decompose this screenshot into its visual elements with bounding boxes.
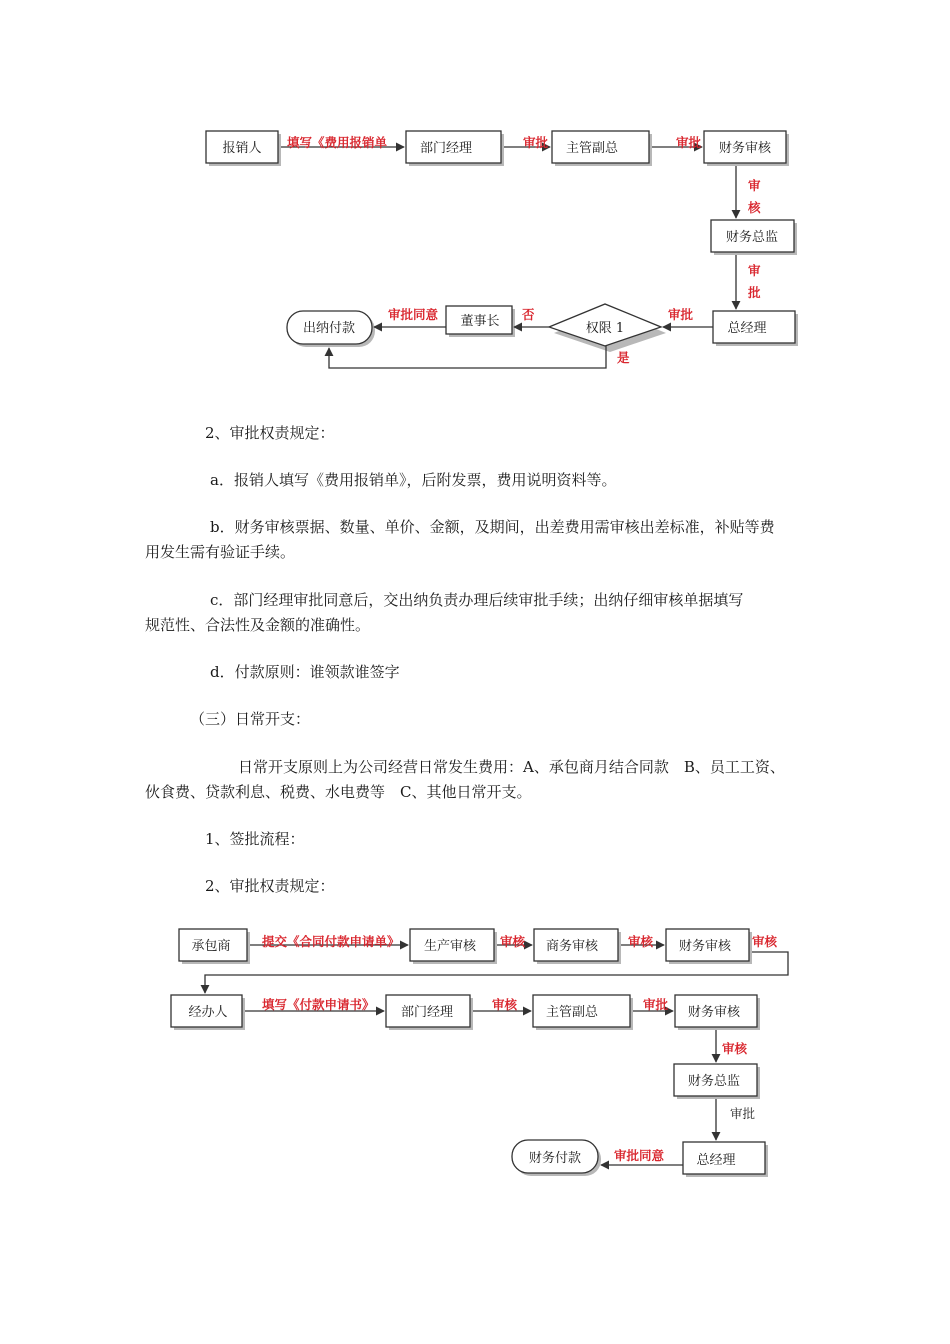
node-business-review — [534, 929, 621, 964]
node-deputy-gm-2 — [533, 995, 633, 1030]
node-finance-director-2 — [674, 1064, 760, 1099]
svg-text:部门经理: 部门经理 — [419, 141, 473, 156]
svg-text:审批同意: 审批同意 — [614, 1148, 665, 1163]
svg-text:生产审核: 生产审核 — [423, 939, 477, 954]
node-authority-diamond — [549, 304, 666, 352]
svg-text:总经理: 总经理 — [696, 1153, 736, 1168]
svg-text:审核: 审核 — [628, 934, 654, 949]
svg-text:审: 审 — [748, 263, 761, 278]
svg-text:审批: 审批 — [523, 135, 549, 150]
svg-text:财务审核: 财务审核 — [678, 939, 732, 954]
svg-text:报销人: 报销人 — [222, 141, 262, 156]
svg-text:填写《费用报销单: 填写《费用报销单 — [287, 135, 388, 150]
svg-text:主管副总: 主管副总 — [565, 141, 619, 156]
node-cashier-pay — [287, 311, 375, 347]
svg-text:财务总监: 财务总监 — [725, 230, 779, 245]
svg-text:财务付款: 财务付款 — [528, 1151, 582, 1166]
svg-text:审批: 审批 — [643, 997, 669, 1012]
svg-text:承包商: 承包商 — [191, 939, 231, 954]
node-general-manager — [713, 311, 798, 346]
svg-text:财务总监: 财务总监 — [687, 1074, 741, 1089]
svg-text:是: 是 — [617, 350, 630, 365]
svg-text:审批: 审批 — [668, 307, 694, 322]
svg-text:出纳付款: 出纳付款 — [302, 321, 356, 336]
rule-c-line1: c．部门经理审批同意后，交出纳负责办理后续审批手续；出纳仔细审核单据填写 — [210, 591, 744, 609]
node-contractor — [179, 929, 250, 964]
svg-text:财务审核: 财务审核 — [718, 141, 772, 156]
node-finance-pay — [512, 1140, 601, 1176]
expense-reimbursement-flowchart — [0, 110, 950, 380]
svg-text:总经理: 总经理 — [727, 321, 767, 336]
node-chairman — [446, 306, 515, 337]
svg-text:审核: 审核 — [722, 1041, 748, 1056]
approval-responsibility-heading: 2、审批权责规定： — [205, 424, 335, 442]
rule-c-line2: 规范性、合法性及金额的准确性。 — [145, 616, 371, 634]
svg-text:否: 否 — [522, 307, 535, 322]
svg-text:提交《合同付款申请单》: 提交《合同付款申请单》 — [262, 934, 400, 949]
svg-text:审批同意: 审批同意 — [388, 307, 439, 322]
svg-text:权限 1: 权限 1 — [585, 321, 625, 336]
approval-responsibility-heading-2: 2、审批权责规定： — [205, 877, 335, 895]
node-general-manager-2 — [683, 1142, 768, 1177]
daily-expense-line1: 日常开支原则上为公司经营日常发生费用：A、承包商月结合同款 B、员工工资、 — [238, 758, 785, 776]
rule-a: a．报销人填写《费用报销单》，后附发票，费用说明资料等。 — [210, 471, 617, 489]
rule-b-line2: 用发生需有验证手续。 — [145, 543, 296, 561]
node-deputy-gm — [552, 131, 652, 166]
svg-text:部门经理: 部门经理 — [400, 1005, 454, 1020]
daily-expense-heading: （三）日常开支： — [190, 710, 311, 728]
node-production-review — [410, 929, 497, 964]
svg-text:审批: 审批 — [676, 135, 702, 150]
node-dept-manager — [406, 131, 504, 166]
svg-text:核: 核 — [748, 200, 761, 215]
node-finance-review — [704, 131, 789, 166]
svg-text:主管副总: 主管副总 — [545, 1005, 599, 1020]
node-finance-review-a — [666, 929, 752, 964]
signoff-flow-heading: 1、签批流程： — [205, 830, 305, 848]
contract-payment-flowchart — [0, 915, 950, 1185]
svg-text:商务审核: 商务审核 — [545, 939, 599, 954]
svg-text:审核: 审核 — [500, 934, 526, 949]
rule-b-line1: b．财务审核票据、数量、单价、金额，及期间，出差费用需审核出差标准，补贴等费 — [210, 518, 775, 536]
svg-text:董事长: 董事长 — [460, 314, 500, 329]
svg-text:财务审核: 财务审核 — [687, 1005, 741, 1020]
svg-text:审核: 审核 — [492, 997, 518, 1012]
node-dept-manager-2 — [386, 995, 473, 1030]
daily-expense-line2: 伙食费、贷款利息、税费、水电费等 C、其他日常开支。 — [145, 783, 532, 801]
svg-text:批: 批 — [748, 285, 761, 300]
node-finance-director — [711, 220, 797, 255]
node-handler — [171, 995, 245, 1030]
node-finance-review-b — [675, 995, 760, 1030]
svg-text:填写《付款申请书》: 填写《付款申请书》 — [262, 997, 375, 1012]
svg-text:审: 审 — [748, 178, 761, 193]
rule-d: d．付款原则：谁领款谁签字 — [210, 663, 400, 681]
svg-text:经办人: 经办人 — [188, 1005, 228, 1020]
svg-text:审核: 审核 — [752, 934, 778, 949]
node-applicant — [206, 131, 281, 166]
svg-text:审批: 审批 — [730, 1106, 756, 1121]
